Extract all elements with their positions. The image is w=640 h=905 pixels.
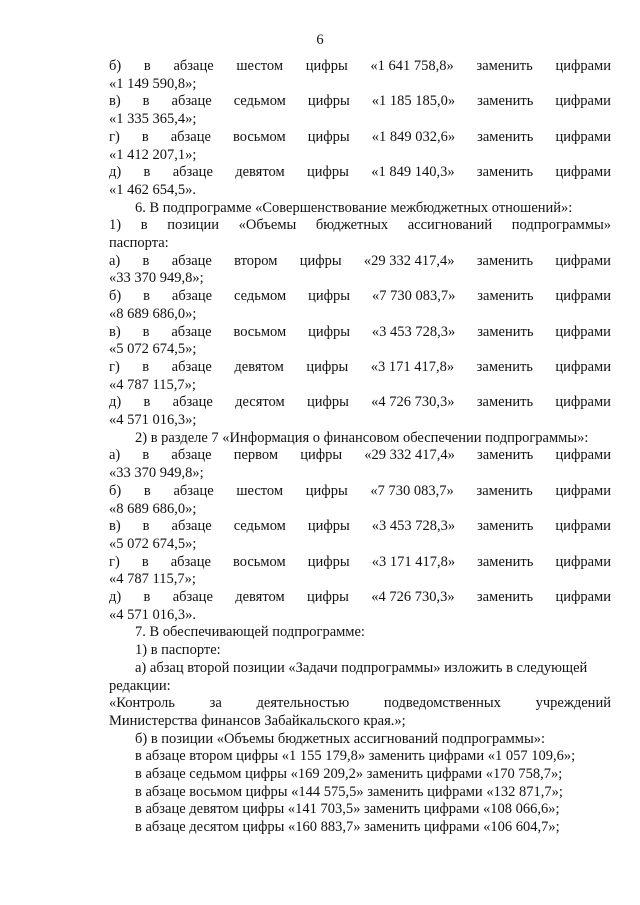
word: заменить xyxy=(476,164,534,181)
word: абзаце xyxy=(171,323,212,340)
word: в xyxy=(140,217,148,234)
word: цифрами xyxy=(555,93,611,110)
word: цифрами xyxy=(555,518,611,535)
word: абзаце xyxy=(171,93,212,110)
text-line xyxy=(109,588,611,606)
text-line xyxy=(109,393,611,411)
text-line xyxy=(109,694,611,712)
page-number: 6 xyxy=(316,32,324,48)
word: а) xyxy=(109,252,121,269)
text-line xyxy=(109,252,611,270)
text-line xyxy=(109,358,611,376)
word: цифры xyxy=(306,164,349,181)
word: цифры xyxy=(307,518,350,535)
word: восьмом xyxy=(232,128,286,145)
word: в xyxy=(141,128,149,145)
word: а) xyxy=(109,447,121,464)
text-line: «4 571 016,3». xyxy=(109,606,196,623)
word: десятом xyxy=(235,394,285,411)
text-line: «1 462 654,5». xyxy=(109,181,196,198)
text-line: 2) в разделе 7 «Информация о финансовом обеспечении подпрограммы»: xyxy=(135,429,589,446)
word: д) xyxy=(109,164,122,181)
word: заменить xyxy=(477,128,534,145)
text-line: 6. В подпрограмме «Совершенствование межбюджетных отношений»: xyxy=(135,199,573,216)
word: абзаце xyxy=(171,252,212,269)
word: цифрами xyxy=(555,288,611,305)
word: абзаце xyxy=(170,128,211,145)
word: абзаце xyxy=(172,394,213,411)
word: цифрами xyxy=(555,128,611,145)
word: в) xyxy=(109,323,121,340)
word: заменить xyxy=(477,323,534,340)
word: цифрами xyxy=(555,164,611,181)
text-line: «4 787 115,7»; xyxy=(109,571,196,588)
word: цифры xyxy=(305,482,348,499)
word: абзаце xyxy=(171,358,212,375)
word: девятом xyxy=(235,164,285,181)
word: в) xyxy=(109,93,121,110)
word: в xyxy=(143,288,150,305)
word: г) xyxy=(109,358,120,375)
word: б) xyxy=(109,288,122,305)
text-line: в абзаце девятом цифры «141 703,5» заменить цифрами «108 066,6»; xyxy=(135,801,560,818)
word: заменить xyxy=(476,482,533,499)
word: «4 726 730,3» xyxy=(371,394,455,411)
word: 1) xyxy=(109,217,122,234)
word: «Контроль xyxy=(109,695,175,712)
word: цифры xyxy=(307,128,350,145)
word: абзаце xyxy=(171,518,212,535)
word: «3 171 417,8» xyxy=(371,553,456,570)
word: цифры xyxy=(300,447,343,464)
word: заменить xyxy=(476,58,533,74)
word: «1 849 140,3» xyxy=(371,164,455,181)
word: в xyxy=(141,553,149,570)
text-line: Министерства финансов Забайкальского края.»; xyxy=(109,712,406,729)
text-line: «5 072 674,5»; xyxy=(109,535,197,552)
word: заменить xyxy=(477,518,534,535)
word: заменить xyxy=(477,288,534,305)
text-line: «4 787 115,7»; xyxy=(109,376,196,393)
word: втором xyxy=(234,252,278,269)
text-line xyxy=(109,553,611,571)
word: позиции xyxy=(167,217,220,234)
word: цифрами xyxy=(555,252,611,269)
text-line xyxy=(109,92,611,110)
word: б) xyxy=(109,482,122,499)
text-line xyxy=(109,287,611,305)
text-line xyxy=(109,517,611,535)
text-line: а) абзац второй позиции «Задачи подпрограммы» изложить в следующей xyxy=(135,659,588,676)
word: «3 453 728,3» xyxy=(371,323,456,340)
word: цифры xyxy=(306,394,349,411)
word: седьмом xyxy=(233,93,286,110)
word: ассигнований xyxy=(407,217,493,234)
text-line: в абзаце восьмом цифры «144 575,5» заменить цифрами «132 871,7»; xyxy=(135,783,563,800)
word: в xyxy=(142,358,150,375)
text-line: паспорта: xyxy=(109,235,169,251)
word: цифрами xyxy=(555,589,611,605)
word: заменить xyxy=(477,553,534,570)
text-line: 7. В обеспечивающей подпрограмме: xyxy=(135,624,365,641)
word: подпрограммы» xyxy=(511,217,611,234)
text-line: 1) в паспорте: xyxy=(135,642,221,659)
word: в xyxy=(142,252,150,269)
word: «4 726 730,3» xyxy=(371,589,455,605)
word: девятом xyxy=(235,589,285,605)
word: цифры xyxy=(306,589,349,605)
text-line xyxy=(109,482,611,500)
word: цифры xyxy=(306,358,349,375)
word: «1 849 032,6» xyxy=(371,128,456,145)
word: в xyxy=(142,447,150,464)
word: цифрами xyxy=(555,447,611,464)
word: цифрами xyxy=(555,58,611,74)
word: шестом xyxy=(236,482,284,499)
word: в xyxy=(143,58,151,74)
word: в) xyxy=(109,518,121,535)
word: цифры xyxy=(307,93,350,110)
word: цифрами xyxy=(555,482,611,499)
word: заменить xyxy=(476,358,533,375)
word: цифрами xyxy=(555,553,611,570)
word: цифры xyxy=(307,553,350,570)
word: абзаце xyxy=(171,447,212,464)
word: в xyxy=(143,164,151,181)
word: д) xyxy=(109,394,122,411)
text-line: в абзаце седьмом цифры «169 209,2» заменить цифрами «170 758,7»; xyxy=(135,766,563,782)
text-line xyxy=(109,216,611,234)
text-line: «1 149 590,8»; xyxy=(109,75,197,92)
word: цифры xyxy=(305,58,348,74)
word: «3 171 417,8» xyxy=(370,358,455,375)
text-line: в абзаце десятом цифры «160 883,7» заменить цифрами «106 604,7»; xyxy=(135,819,560,836)
word: седьмом xyxy=(234,288,287,305)
word: первом xyxy=(233,447,279,464)
word: абзаце xyxy=(171,288,213,305)
word: подведомственных xyxy=(383,695,501,712)
word: г) xyxy=(109,128,120,145)
word: «1 641 758,8» xyxy=(370,58,454,74)
text-line: «1 335 365,4»; xyxy=(109,111,197,128)
word: заменить xyxy=(477,93,534,110)
word: учреждений xyxy=(535,695,611,712)
word: цифры xyxy=(299,252,342,269)
word: седьмом xyxy=(233,518,286,535)
word: цифры xyxy=(308,288,351,305)
text-line: в абзаце втором цифры «1 155 179,8» заменить цифрами «1 057 109,6»; xyxy=(135,748,576,765)
word: цифрами xyxy=(555,358,611,375)
word: заменить xyxy=(476,252,534,269)
word: в xyxy=(142,518,150,535)
word: абзаце xyxy=(173,58,214,74)
word: «Объемы xyxy=(238,217,297,234)
text-line: «8 689 686,0»; xyxy=(109,500,197,517)
text-line: б) в позиции «Объемы бюджетных ассигнований подпрограммы»: xyxy=(135,730,546,747)
word: бюджетных xyxy=(315,217,389,234)
text-line: «5 072 674,5»; xyxy=(109,341,197,358)
word: г) xyxy=(109,553,120,570)
word: в xyxy=(142,323,150,340)
word: абзаце xyxy=(172,164,213,181)
text-line: «33 370 949,8»; xyxy=(109,270,204,287)
word: заменить xyxy=(477,447,534,464)
word: цифрами xyxy=(555,323,611,340)
word: абзаце xyxy=(170,553,211,570)
word: за xyxy=(209,695,222,712)
text-line xyxy=(109,128,611,146)
word: абзаце xyxy=(173,482,214,499)
word: заменить xyxy=(476,589,534,605)
text-line xyxy=(109,446,611,464)
word: д) xyxy=(109,589,122,605)
word: шестом xyxy=(236,58,284,74)
word: в xyxy=(143,394,151,411)
word: «1 185 185,0» xyxy=(371,93,456,110)
word: б) xyxy=(109,58,122,74)
word: абзаце xyxy=(172,589,213,605)
word: «7 730 083,7» xyxy=(371,288,456,305)
text-line: «4 571 016,3»; xyxy=(109,412,197,428)
word: заменить xyxy=(476,394,534,411)
text-line xyxy=(109,57,611,75)
word: девятом xyxy=(234,358,284,375)
word: «29 332 417,4» xyxy=(363,252,455,269)
word: в xyxy=(142,93,150,110)
word: деятельностью xyxy=(256,695,350,712)
text-line: «1 412 207,1»; xyxy=(109,146,197,163)
word: «29 332 417,4» xyxy=(364,447,455,464)
word: «3 453 728,3» xyxy=(371,518,456,535)
text-line xyxy=(109,163,611,181)
text-line: «8 689 686,0»; xyxy=(109,305,197,322)
text-line: «33 370 949,8»; xyxy=(109,465,204,482)
word: восьмом xyxy=(232,553,286,570)
word: в xyxy=(143,482,151,499)
word: цифры xyxy=(308,323,351,340)
word: «7 730 083,7» xyxy=(370,482,454,499)
word: в xyxy=(143,589,151,605)
word: цифрами xyxy=(555,394,611,411)
word: восьмом xyxy=(233,323,287,340)
text-line: редакции: xyxy=(109,677,171,694)
text-line xyxy=(109,323,611,341)
